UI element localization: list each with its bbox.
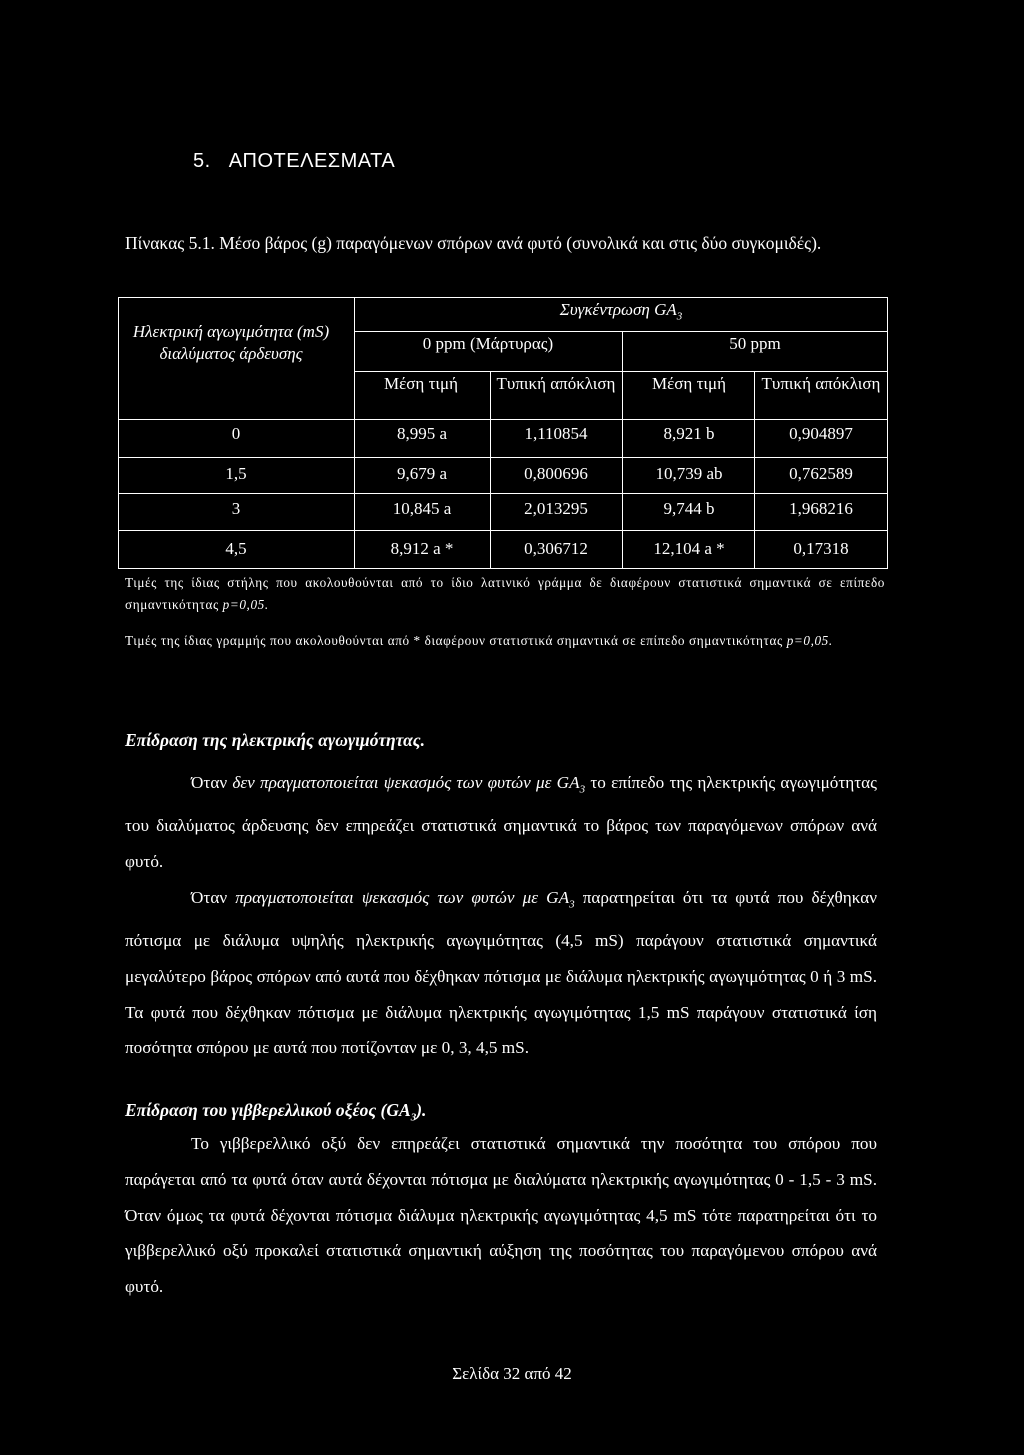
- table-cell: 9,744 b: [663, 499, 715, 518]
- table-cell: 9,679 a: [396, 464, 448, 483]
- table-rule: [118, 297, 888, 298]
- section-title: Επίδραση του γιββερελλικού οξέος $(GA_3)$.: [125, 1100, 427, 1124]
- table-rule: [118, 297, 119, 569]
- table-rule: [118, 457, 888, 458]
- col-header: Τυπική απόκλιση: [496, 374, 616, 393]
- table-cell: 0,762589: [789, 464, 853, 483]
- table-rule: [754, 371, 755, 569]
- table-cell: 8,995 a: [396, 424, 448, 443]
- table-rule: [490, 371, 491, 569]
- section-number: 5.: [193, 150, 211, 172]
- paragraph: Όταν πραγματοποιείται ψεκασμός των φυτών με $GA_3$ παρατηρείται ότι τα φυτά που δέχθηκαν πότισμα με διάλυμα υψηλής ηλεκτρικής αγωγιμότητας (4,5 mS) παράγουν στατιστικά σημαντικά μεγαλύτερο βάρος σπόρων από αυτά που δέχθηκαν πότισμα με διάλυμα ηλεκτρικής αγωγιμότητας 0 ή 3 mS. Τα φυτά που δέχθηκαν πότισμα με διάλυμα ηλεκτρικής αγωγιμότητας 1,5 mS παράγουν στατιστικά ίση ποσότητα σπόρου με αυτά που ποτίζονταν με 0, 3, 4,5 mS.: [125, 887, 877, 1058]
- paragraph: Το γιββερελλικό οξύ δεν επηρεάζει στατιστικά σημαντικά την ποσότητα του σπόρου που παράγεται από τα φυτά όταν αυτά δέχονται πότισμα με διαλύματα ηλεκτρικής αγωγιμότητας 0 - 1,5 - 3 mS. Όταν όμως τα φυτά δέχονται πότισμα διάλυμα ηλεκτρικής αγωγιμότητας 4,5 mS τότε παρατηρείται ότι το γιββερελλικό οξύ προκαλεί στατιστικά σημαντική αύξηση της ποσότητας του παραγόμενου σπόρου ανά φυτό.: [125, 1134, 877, 1297]
- table-cell: 4,5: [225, 539, 247, 558]
- col-header: Μέση τιμή: [652, 374, 726, 393]
- table-note: Τιμές της ίδιας στήλης που ακολουθούνται από το ίδιο λατινικό γράμμα δε διαφέρουν στατιστικά σημαντικά σε επίπεδο σημαντικότητας p=0,05.: [125, 575, 885, 612]
- table-note: Τιμές της ίδιας γραμμής που ακολουθούνται από * διαφέρουν στατιστικά σημαντικά σε επίπεδο σημαντικότητας p=0,05.: [125, 633, 833, 648]
- table-cell: 10,845 a: [392, 499, 452, 518]
- table-cell: 0: [231, 424, 241, 443]
- col-header: Τυπική απόκλιση: [761, 374, 881, 393]
- section-title: ΑΠΟΤΕΛΕΣΜΑΤΑ: [228, 150, 396, 172]
- table-rule: [118, 493, 888, 494]
- table-cell: 8,912 a *: [390, 539, 454, 558]
- section-heading: [193, 150, 395, 173]
- results-table: [118, 297, 888, 569]
- table-rule: [354, 297, 355, 569]
- section-title: Επίδραση της ηλεκτρικής αγωγιμότητας.: [125, 730, 425, 750]
- table-rule: [622, 331, 623, 569]
- table-cell: 10,739 ab: [655, 464, 723, 483]
- table-cell: 0,306712: [524, 539, 588, 558]
- paragraph: Όταν δεν πραγματοποιείται ψεκασμός των φυτών με $GA_3$ το επίπεδο της ηλεκτρικής αγωγιμότητας του διαλύματος άρδευσης δεν επηρεάζει στατιστικά σημαντικά το βάρος των παραγόμενων σπόρων ανά φυτό.: [125, 773, 877, 872]
- table-rule: [118, 568, 888, 569]
- page-number: Σελίδα 32 από 42: [452, 1364, 572, 1383]
- table-caption: Πίνακας 5.1. Μέσο βάρος (g) παραγόμενων σπόρων ανά φυτό (συνολικά και στις δύο συγκομιδές).: [125, 233, 822, 253]
- paragraph-block: [125, 1126, 877, 1305]
- paragraph-block: [125, 765, 877, 1066]
- table-cell: 0,904897: [789, 424, 853, 443]
- table-cell: 0,17318: [793, 539, 849, 558]
- table-cell: 3: [231, 499, 241, 518]
- table-cell: 12,104 a *: [653, 539, 725, 558]
- col-group-control: 0 ppm (Μάρτυρας): [422, 334, 554, 353]
- table-rule: [887, 297, 888, 569]
- table-cell: 1,110854: [524, 424, 588, 443]
- group-header: Συγκέντρωση $GA_3$: [559, 300, 683, 323]
- table-rule: [118, 419, 888, 420]
- col-group-50ppm: 50 ppm: [729, 334, 781, 353]
- table-rule: [354, 331, 888, 332]
- row-header: Ηλεκτρική αγωγιμότητα (mS) διαλύματος άρδευσης: [132, 322, 330, 363]
- table-cell: 2,013295: [524, 499, 588, 518]
- table-cell: 0,800696: [524, 464, 588, 483]
- col-header: Μέση τιμή: [384, 374, 458, 393]
- table-cell: 8,921 b: [663, 424, 715, 443]
- table-rule: [354, 371, 888, 372]
- table-rule: [118, 530, 888, 531]
- table-cell: 1,968216: [789, 499, 853, 518]
- table-cell: 1,5: [225, 464, 247, 483]
